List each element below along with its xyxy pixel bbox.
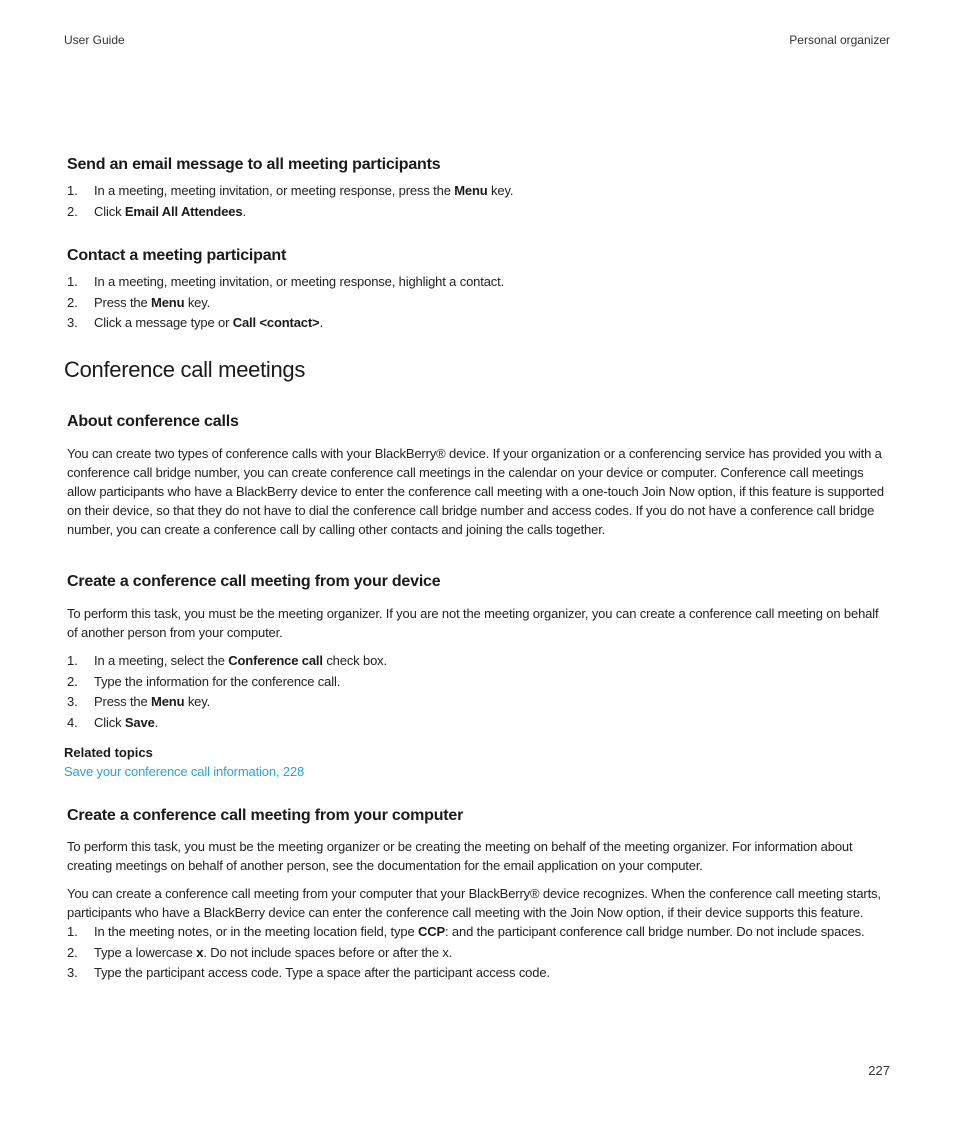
header-right: Personal organizer [789,33,890,47]
step-number: 1. [67,653,78,668]
step-bold: Save [124,714,155,730]
page-number: 227 [868,1063,890,1078]
step-text: Type a lowercase [94,944,197,960]
step-text: . Do not include spaces before or after the x. [203,944,453,960]
step-bold: Call <contact> [232,315,320,330]
step-text: key. [184,694,211,709]
step-bold: x [196,944,204,960]
step-number: 4. [67,714,78,730]
section-send-email [67,155,892,222]
step-number: 1. [67,274,78,289]
section-contact-participant [67,246,892,334]
step-bold: Menu [454,183,488,198]
section-title: Contact a meeting participant [67,247,287,264]
related-topic-link[interactable]: Save your conference call information, 228 [64,764,305,779]
step-text: In a meeting, select the [94,653,229,668]
list-item [67,943,892,964]
section-about-conference-calls [67,412,892,539]
step-text: check box. [322,653,387,668]
step-text: Press the [94,694,152,709]
paragraph: To perform this task, you must be the meeting organizer. If you are not the meeting organizer, you can create a conference call meeting on behalf of another person from your computer. [67,606,879,640]
steps-list [67,651,892,733]
step-number: 2. [67,944,78,960]
list-item [67,692,892,713]
step-number: 2. [67,673,78,689]
section-create-from-computer [67,806,892,984]
step-text: In a meeting, meeting invitation, or meeting response, press the [94,183,455,198]
list-item [67,713,892,734]
step-bold: Email All Attendees [124,203,243,219]
step-text: In the meeting notes, or in the meeting location field, type [94,924,418,939]
step-text: In a meeting, meeting invitation, or meeting response, highlight a contact. [94,274,505,289]
list-item [67,651,892,672]
list-item [67,181,892,202]
section-title: Create a conference call meeting from your device [67,573,441,590]
step-text: key. [184,294,211,310]
section-create-from-device [67,572,892,733]
step-text: Click [94,714,125,730]
list-item [67,922,892,943]
step-text: : and the participant conference call bridge number. Do not include spaces. [445,924,865,939]
step-number: 1. [67,924,78,939]
list-item [67,313,892,334]
list-item [67,293,892,314]
step-text: Type the information for the conference call. [94,673,341,689]
section-title: Create a conference call meeting from your computer [67,807,464,824]
step-number: 3. [67,694,78,709]
list-item [67,202,892,223]
section-title: About conference calls [67,413,239,430]
list-item [67,672,892,693]
steps-list [67,272,892,334]
step-bold: Conference call [228,653,323,668]
step-bold: Menu [151,294,185,310]
step-text: Click a message type or [94,315,233,330]
step-bold: Menu [151,694,185,709]
section-title: Send an email message to all meeting participants [67,156,441,173]
step-text: key. [487,183,514,198]
step-text: . [319,315,323,330]
steps-list [67,181,892,222]
step-text: Press the [94,294,152,310]
step-text: . [154,714,159,730]
step-number: 2. [67,203,78,219]
paragraph: You can create two types of conference calls with your BlackBerry® device. If your organization or a conferencing service has provided you with a conference call bridge number, you can create conference call meetings in the calendar on your device or computer. Conference call meetings allow participants who have a BlackBerry device to enter the conference call meeting with a one-touch Join Now option, if this feature is supported on their device, so that they do not have to dial the conference call bridge number and access codes. If you do not have a conference call bridge number, you can create a conference call by calling other contacts and joining the calls together. [67,446,884,537]
list-item [67,963,892,984]
step-bold: CCP [418,924,445,939]
paragraph: To perform this task, you must be the meeting organizer or be creating the meeting on behalf of the meeting organizer. For information about creating meetings on behalf of another person, see the documentation for the email application on your computer. [67,839,853,873]
paragraph: You can create a conference call meeting from your computer that your BlackBerry® device recognizes. When the conference call meeting starts, participants who have a BlackBerry device can enter the conference call meeting with the Join Now option, if their device supports this feature. [67,886,881,920]
step-number: 1. [67,183,78,198]
list-item [67,272,892,293]
steps-list [67,922,892,984]
step-text: Type the participant access code. Type a space after the participant access code. [94,965,550,980]
header-left: User Guide [64,33,125,47]
step-text: . [242,203,246,219]
step-number: 3. [67,315,78,330]
step-number: 2. [67,294,78,310]
chapter-heading: Conference call meetings [64,357,306,382]
step-number: 3. [67,965,78,980]
step-text: Click [94,203,125,219]
related-topics-title: Related topics [64,745,153,760]
